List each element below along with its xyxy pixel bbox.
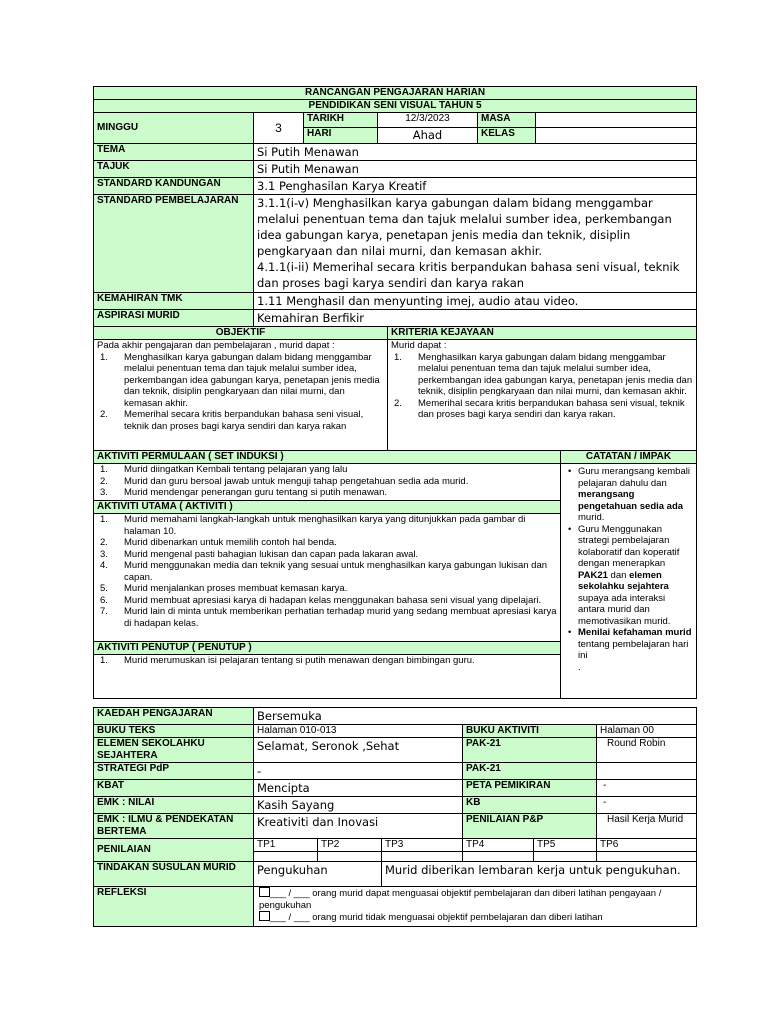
refleksi-label: REFLEKSI xyxy=(94,887,254,927)
list-item: 1. Menghasilkan karya gabungan dalam bidang menggambar melalui penentuan tema dan tajuk melalui sumber idea, perkembangan idea gabungan karya, penetapan jenis media dan teknik, disiplin pengkaryaan dan nilai murni, dan kemasan akhir. xyxy=(394,351,693,397)
buku-aktiviti-value: Halaman 00 xyxy=(597,725,697,738)
list-item: 1. Murid merumuskan isi pelajaran tentang si putih menawan dengan bimbingan guru. xyxy=(100,655,475,666)
sk-value: 3.1 Penghasilan Karya Kreatif xyxy=(254,178,697,195)
tp-cell: TP2 xyxy=(318,839,382,852)
list-item: 2. Memerihal secara kritis berpandukan bahasa seni visual, teknik dan proses bagi karya sendiri dan karya rakan. xyxy=(394,397,685,420)
masa-value xyxy=(536,113,697,128)
tmk-value: 1.11 Menghasil dan menyunting imej, audio atau video. xyxy=(254,293,697,310)
kaedah-label: KAEDAH PENGAJARAN xyxy=(94,708,254,725)
sp-value xyxy=(254,195,697,293)
hari-value: Ahad xyxy=(378,128,478,144)
sp-item-1: 3.1.1(i-v) Menghasilkan karya gabungan dalam bidang menggambar melalui penentuan tema dan tajuk melalui sumber idea, perkembangan idea gabungan karya, penetapan jenis media dan teknik, disiplin pengkaryaan dan nilai murni, dan kemasan akhir. xyxy=(257,196,672,258)
refleksi-line-2: ___ / ___ orang murid tidak menguasai objektif pembelajaran dan diberi latihan xyxy=(259,911,693,924)
buku-teks-label: BUKU TEKS xyxy=(94,725,254,738)
kriteria-intro: Murid dapat : xyxy=(391,340,447,351)
list-item: 6. Murid membuat apresiasi karya di hadapan kelas menggunakan bahasa seni visual yang dipelajari. xyxy=(100,594,542,606)
strategi-value: - xyxy=(254,763,463,780)
penilaian-pdp-label: PENILAIAN P&P xyxy=(463,814,597,839)
list-item: 3. Murid mengenal pasti bahagian lukisan dan capan pada lakaran awal. xyxy=(100,548,419,560)
list-item: 3. Murid mendengar penerangan guru tentang si putih menawan. xyxy=(100,487,388,498)
refleksi-line-1: ___ / ___ orang murid dapat menguasai objektif pembelajaran dan diberi latihan pengayaan / pengukuhan xyxy=(259,888,662,911)
kb-value: - xyxy=(597,797,697,814)
penilaian-pdp-value: Hasil Kerja Murid xyxy=(597,814,697,839)
doc-subtitle: PENDIDIKAN SENI VISUAL TAHUN 5 xyxy=(94,100,697,113)
tindakan-value: Pengukuhan xyxy=(254,862,382,887)
tindakan-label: TINDAKAN SUSULAN MURID xyxy=(94,862,254,887)
catatan-item-2: • Guru Menggunakan strategi pembelajaran kolaboratif dan koperatif dengan menerapkan PAK21 dan elemen sekolahku sejahtera supaya ada interaksi antara murid dan memotivasikan murid. xyxy=(568,524,693,628)
tema-value: Si Putih Menawan xyxy=(254,144,697,161)
tindakan-note: Murid diberikan lembaran kerja untuk pengukuhan. xyxy=(382,862,697,887)
checkbox[interactable] xyxy=(259,887,270,897)
buku-teks-value: Halaman 010-013 xyxy=(254,725,463,738)
minggu-value: 3 xyxy=(254,113,304,144)
kriteria-label: KRITERIA KEJAYAAN xyxy=(388,327,697,340)
tp-value xyxy=(597,852,697,862)
emk-ilmu-value: Kreativiti dan Inovasi xyxy=(254,814,463,839)
catatan-item-3: • Menilai kefahaman murid tentang pembelajaran hari ini . xyxy=(568,627,693,673)
catatan-label: CATATAN / IMPAK xyxy=(561,451,697,464)
pak21-value: Round Robin xyxy=(597,738,697,763)
tajuk-label: TAJUK xyxy=(94,161,254,178)
bottom-table xyxy=(93,698,697,927)
permulaan-body xyxy=(94,464,561,501)
kaedah-value: Bersemuka xyxy=(254,708,697,725)
pak21b-value xyxy=(597,763,697,780)
emk-nilai-label: EMK : NILAI xyxy=(94,797,254,814)
kb-label: KB xyxy=(463,797,597,814)
aspirasi-label: ASPIRASI MURID xyxy=(94,310,254,327)
list-item: 1. Murid memahami langkah-langkah untuk menghasilkan karya yang ditunjukkan pada gambar di halaman 10. xyxy=(100,514,526,537)
kelas-value xyxy=(536,128,697,144)
pak21-label: PAK-21 xyxy=(463,738,597,763)
utama-label: AKTIVITI UTAMA ( AKTIVITI ) xyxy=(94,501,561,514)
tp-cell: TP3 xyxy=(382,839,463,852)
list-item: 1. Murid diingatkan Kembali tentang pelajaran yang lalu xyxy=(100,464,348,475)
penutup-label: AKTIVITI PENUTUP ( PENUTUP ) xyxy=(94,642,561,655)
refleksi-body xyxy=(254,887,697,927)
tp-value xyxy=(254,852,318,862)
tp-value xyxy=(534,852,597,862)
doc-title: RANCANGAN PENGAJARAN HARIAN xyxy=(94,87,697,100)
objektif-body xyxy=(94,340,388,451)
kbat-value: Mencipta xyxy=(254,780,463,797)
tarikh-label: TARIKH xyxy=(304,113,378,128)
checkbox[interactable] xyxy=(259,911,270,921)
peta-label: PETA PEMIKIRAN xyxy=(463,780,597,797)
kriteria-body xyxy=(388,340,697,451)
tema-label: TEMA xyxy=(94,144,254,161)
utama-body xyxy=(94,514,561,642)
tp-cell: TP4 xyxy=(463,839,534,852)
tarikh-value: 12/3/2023 xyxy=(378,113,478,128)
list-item: 2. Murid dan guru bersoal jawab untuk menguji tahap pengetahuan sedia ada murid. xyxy=(100,475,469,487)
minggu-label: MINGGU xyxy=(94,113,254,144)
tmk-label: KEMAHIRAN TMK xyxy=(94,293,254,310)
sp-item-2: 4.1.1(i-ii) Memerihal secara kritis berpandukan bahasa seni visual, teknik dan proses bagi karya sendiri dan karya rakan xyxy=(257,260,680,290)
emk-nilai-value: Kasih Sayang xyxy=(254,797,463,814)
elemen-value: Selamat, Seronok ,Sehat xyxy=(254,738,463,763)
objektif-label: OBJEKTIF xyxy=(94,327,388,340)
buku-aktiviti-label: BUKU AKTIVITI xyxy=(463,725,597,738)
emk-ilmu-label: EMK : ILMU & PENDEKATAN BERTEMA xyxy=(94,814,254,839)
tp-value xyxy=(318,852,382,862)
tp-cell: TP6 xyxy=(597,839,697,852)
hari-label: HARI xyxy=(304,128,378,144)
list-item: 2. Memerihal secara kritis berpandukan bahasa seni visual, teknik dan proses bagi karya sendiri dan karya rakan xyxy=(100,409,364,432)
top-table xyxy=(93,86,697,327)
tajuk-value: Si Putih Menawan xyxy=(254,161,697,178)
list-item: 4. Murid menggunakan media dan teknik yang sesuai untuk menghasilkan karya gabungan lukisan dan capan. xyxy=(100,560,548,583)
aspirasi-value: Kemahiran Berfikir xyxy=(254,310,697,327)
objective-table xyxy=(93,326,697,451)
catatan-body xyxy=(561,464,697,699)
list-item: 7. Murid lain di minta untuk memberikan perhatian terhadap murid yang sedang membuat apresiasi karya di hadapan kelas. xyxy=(100,606,557,629)
permulaan-label: AKTIVITI PERMULAAN ( SET INDUKSI ) xyxy=(94,451,561,464)
peta-value: - xyxy=(597,780,697,797)
list-item: 1. Menghasilkan karya gabungan dalam bidang menggambar melalui penentuan tema dan tajuk melalui sumber idea, perkembangan idea gabungan karya, penetapan jenis media dan teknik, disiplin pengkaryaan dan nilai murni, dan kemasan akhir. xyxy=(100,351,380,409)
penutup-body xyxy=(94,655,561,699)
list-item: 5. Murid menjalankan proses membuat kemasan karya. xyxy=(100,583,348,594)
catatan-item-1: • Guru merangsang kembali pelajaran dahulu dan merangsang pengetahuan sedia ada murid. xyxy=(568,466,693,524)
objektif-intro: Pada akhir pengajaran dan pembelajaran , murid dapat : xyxy=(97,340,335,351)
tp-cell: TP5 xyxy=(534,839,597,852)
kbat-label: KBAT xyxy=(94,780,254,797)
pak21b-label: PAK-21 xyxy=(463,763,597,780)
tp-value xyxy=(463,852,534,862)
penilaian-label: PENILAIAN xyxy=(94,839,254,862)
strategi-label: STRATEGI PdP xyxy=(94,763,254,780)
elemen-label: ELEMEN SEKOLAHKU SEJAHTERA xyxy=(94,738,254,763)
activity-table xyxy=(93,450,697,699)
lesson-plan-sheet xyxy=(93,86,696,927)
kelas-label: KELAS xyxy=(478,128,536,144)
sk-label: STANDARD KANDUNGAN xyxy=(94,178,254,195)
tp-cell: TP1 xyxy=(254,839,318,852)
list-item: 2. Murid dibenarkan untuk memilih contoh hal benda. xyxy=(100,537,337,548)
tp-value xyxy=(382,852,463,862)
sp-label: STANDARD PEMBELAJARAN xyxy=(94,195,254,293)
masa-label: MASA xyxy=(478,113,536,128)
